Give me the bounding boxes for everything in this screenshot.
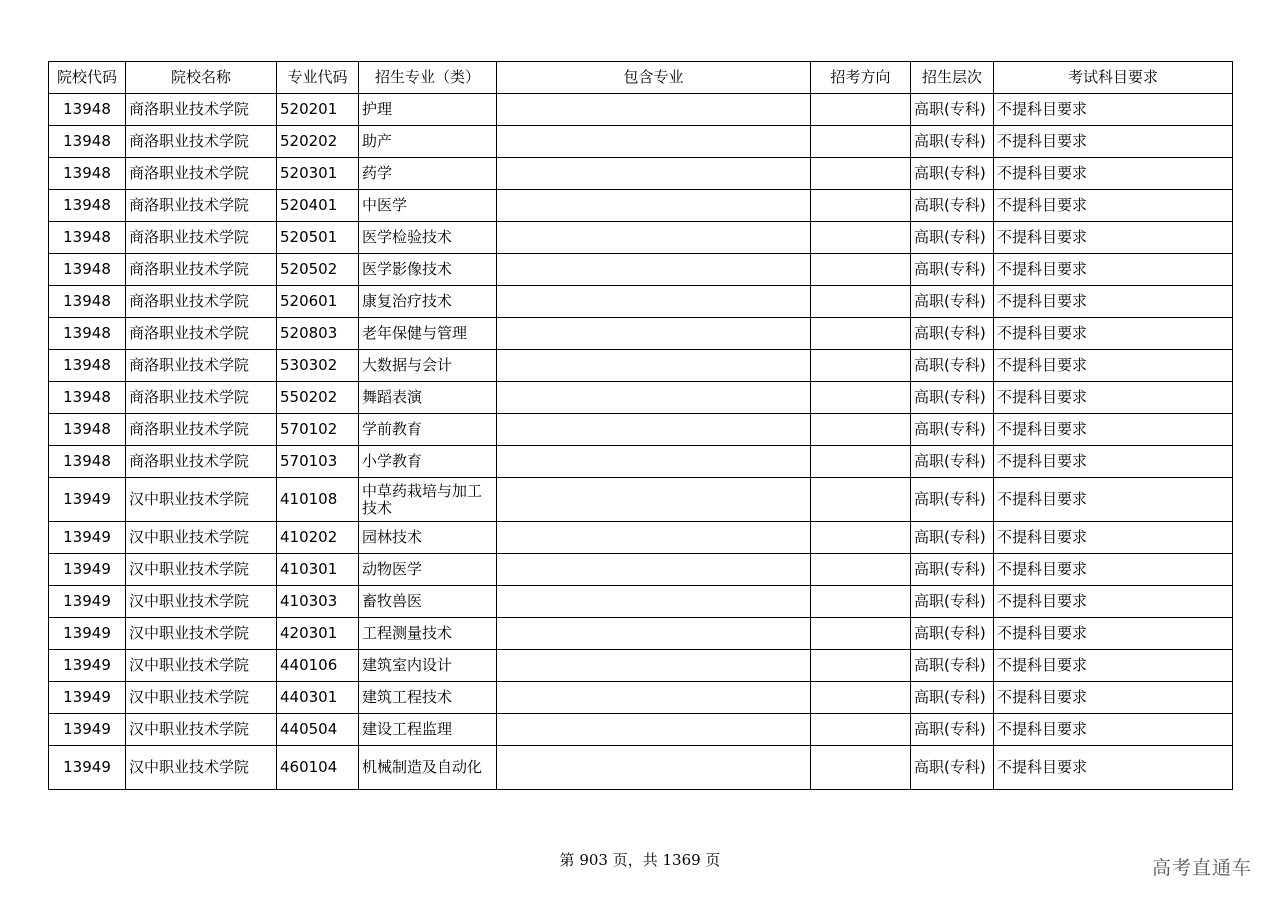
major-code-cell: 440106 [277,650,359,682]
level-cell: 高职(专科) [911,714,994,746]
included-majors-cell [497,446,811,478]
direction-cell [811,158,911,190]
major-name-cell: 助产 [359,126,497,158]
level-cell: 高职(专科) [911,254,994,286]
major-code-cell: 530302 [277,350,359,382]
major-name-cell: 康复治疗技术 [359,286,497,318]
header-row [49,62,1233,94]
major-code-cell: 440301 [277,682,359,714]
school-name-cell: 商洛职业技术学院 [126,94,277,126]
school-code-cell: 13949 [49,746,126,790]
subject-requirement-cell: 不提科目要求 [994,522,1233,554]
header-major: 招生专业（类） [359,62,497,94]
school-name-cell: 汉中职业技术学院 [126,522,277,554]
school-code-cell: 13949 [49,714,126,746]
included-majors-cell [497,746,811,790]
level-cell: 高职(专科) [911,478,994,522]
level-cell: 高职(专科) [911,382,994,414]
major-code-cell: 520501 [277,222,359,254]
direction-cell [811,126,911,158]
subject-requirement-cell: 不提科目要求 [994,318,1233,350]
subject-requirement-cell: 不提科目要求 [994,682,1233,714]
level-cell: 高职(专科) [911,554,994,586]
table-row [49,446,1233,478]
table-row [49,554,1233,586]
level-cell: 高职(专科) [911,318,994,350]
table-row [49,618,1233,650]
direction-cell [811,414,911,446]
direction-cell [811,478,911,522]
major-name-cell: 学前教育 [359,414,497,446]
school-name-cell: 商洛职业技术学院 [126,126,277,158]
school-name-cell: 商洛职业技术学院 [126,190,277,222]
major-code-cell: 520803 [277,318,359,350]
subject-requirement-cell: 不提科目要求 [994,414,1233,446]
watermark: 高考直通车 [1151,857,1252,879]
level-cell: 高职(专科) [911,414,994,446]
header-major-code: 专业代码 [277,62,359,94]
major-name-cell: 机械制造及自动化 [359,746,497,790]
included-majors-cell [497,94,811,126]
included-majors-cell [497,522,811,554]
table-row [49,318,1233,350]
major-name-cell: 中医学 [359,190,497,222]
direction-cell [811,222,911,254]
direction-cell [811,618,911,650]
major-code-cell: 520201 [277,94,359,126]
direction-cell [811,382,911,414]
level-cell: 高职(专科) [911,682,994,714]
direction-cell [811,554,911,586]
school-name-cell: 汉中职业技术学院 [126,714,277,746]
major-code-cell: 570103 [277,446,359,478]
major-code-cell: 520401 [277,190,359,222]
school-code-cell: 13948 [49,350,126,382]
table-row [49,478,1233,522]
major-name-cell: 医学影像技术 [359,254,497,286]
included-majors-cell [497,618,811,650]
major-name-cell: 小学教育 [359,446,497,478]
subject-requirement-cell: 不提科目要求 [994,714,1233,746]
header-direction: 招考方向 [811,62,911,94]
level-cell: 高职(专科) [911,222,994,254]
school-code-cell: 13948 [49,158,126,190]
level-cell: 高职(专科) [911,126,994,158]
included-majors-cell [497,682,811,714]
header-school-name: 院校名称 [126,62,277,94]
major-name-cell: 动物医学 [359,554,497,586]
direction-cell [811,682,911,714]
subject-requirement-cell: 不提科目要求 [994,554,1233,586]
table-row [49,714,1233,746]
level-cell: 高职(专科) [911,446,994,478]
major-code-cell: 520502 [277,254,359,286]
subject-requirement-cell: 不提科目要求 [994,382,1233,414]
school-name-cell: 商洛职业技术学院 [126,350,277,382]
major-code-cell: 520601 [277,286,359,318]
subject-requirement-cell: 不提科目要求 [994,446,1233,478]
subject-requirement-cell: 不提科目要求 [994,222,1233,254]
direction-cell [811,586,911,618]
direction-cell [811,190,911,222]
school-name-cell: 商洛职业技术学院 [126,158,277,190]
header-level: 招生层次 [911,62,994,94]
table-header [49,62,1233,94]
direction-cell [811,350,911,382]
school-name-cell: 商洛职业技术学院 [126,254,277,286]
subject-requirement-cell: 不提科目要求 [994,586,1233,618]
included-majors-cell [497,158,811,190]
school-name-cell: 汉中职业技术学院 [126,554,277,586]
table-row [49,650,1233,682]
major-name-cell: 大数据与会计 [359,350,497,382]
subject-requirement-cell: 不提科目要求 [994,254,1233,286]
school-name-cell: 汉中职业技术学院 [126,746,277,790]
school-code-cell: 13949 [49,586,126,618]
level-cell: 高职(专科) [911,618,994,650]
school-code-cell: 13949 [49,618,126,650]
included-majors-cell [497,382,811,414]
included-majors-cell [497,318,811,350]
subject-requirement-cell: 不提科目要求 [994,650,1233,682]
direction-cell [811,746,911,790]
school-name-cell: 汉中职业技术学院 [126,618,277,650]
table-row [49,158,1233,190]
subject-requirement-cell: 不提科目要求 [994,126,1233,158]
school-name-cell: 商洛职业技术学院 [126,446,277,478]
table-row [49,126,1233,158]
school-name-cell: 汉中职业技术学院 [126,478,277,522]
included-majors-cell [497,190,811,222]
major-code-cell: 570102 [277,414,359,446]
school-code-cell: 13948 [49,446,126,478]
level-cell: 高职(专科) [911,746,994,790]
major-name-cell: 建筑工程技术 [359,682,497,714]
table-row [49,286,1233,318]
subject-requirement-cell: 不提科目要求 [994,94,1233,126]
level-cell: 高职(专科) [911,522,994,554]
direction-cell [811,714,911,746]
major-code-cell: 410202 [277,522,359,554]
school-code-cell: 13949 [49,682,126,714]
school-code-cell: 13948 [49,190,126,222]
direction-cell [811,318,911,350]
level-cell: 高职(专科) [911,286,994,318]
table-row [49,586,1233,618]
included-majors-cell [497,286,811,318]
school-code-cell: 13949 [49,554,126,586]
major-code-cell: 520301 [277,158,359,190]
major-code-cell: 520202 [277,126,359,158]
page-number: 第 903 页，共 1369 页 [559,851,721,869]
direction-cell [811,94,911,126]
major-code-cell: 420301 [277,618,359,650]
school-code-cell: 13948 [49,222,126,254]
direction-cell [811,254,911,286]
level-cell: 高职(专科) [911,94,994,126]
major-name-cell: 老年保健与管理 [359,318,497,350]
major-name-cell: 医学检验技术 [359,222,497,254]
header-subject-requirement: 考试科目要求 [994,62,1233,94]
school-code-cell: 13948 [49,286,126,318]
major-name-cell: 建筑室内设计 [359,650,497,682]
included-majors-cell [497,414,811,446]
level-cell: 高职(专科) [911,650,994,682]
major-name-cell: 畜牧兽医 [359,586,497,618]
school-code-cell: 13948 [49,414,126,446]
school-code-cell: 13948 [49,382,126,414]
subject-requirement-cell: 不提科目要求 [994,286,1233,318]
table-row [49,190,1233,222]
table-row [49,522,1233,554]
subject-requirement-cell: 不提科目要求 [994,158,1233,190]
included-majors-cell [497,254,811,286]
table-row [49,746,1233,790]
school-name-cell: 商洛职业技术学院 [126,222,277,254]
school-name-cell: 汉中职业技术学院 [126,650,277,682]
level-cell: 高职(专科) [911,586,994,618]
subject-requirement-cell: 不提科目要求 [994,618,1233,650]
school-code-cell: 13948 [49,254,126,286]
included-majors-cell [497,714,811,746]
direction-cell [811,286,911,318]
major-name-cell: 护理 [359,94,497,126]
major-code-cell: 410301 [277,554,359,586]
included-majors-cell [497,586,811,618]
level-cell: 高职(专科) [911,158,994,190]
table-row [49,414,1233,446]
level-cell: 高职(专科) [911,190,994,222]
major-name-cell: 舞蹈表演 [359,382,497,414]
included-majors-cell [497,222,811,254]
table-row [49,94,1233,126]
header-school-code: 院校代码 [49,62,126,94]
school-name-cell: 商洛职业技术学院 [126,286,277,318]
major-code-cell: 550202 [277,382,359,414]
school-code-cell: 13948 [49,94,126,126]
school-name-cell: 商洛职业技术学院 [126,414,277,446]
header-included-majors: 包含专业 [497,62,811,94]
school-code-cell: 13948 [49,126,126,158]
table-row [49,254,1233,286]
included-majors-cell [497,350,811,382]
school-code-cell: 13949 [49,478,126,522]
school-code-cell: 13948 [49,318,126,350]
major-name-cell: 建设工程监理 [359,714,497,746]
table-row [49,222,1233,254]
school-name-cell: 汉中职业技术学院 [126,682,277,714]
major-name-cell: 工程测量技术 [359,618,497,650]
school-name-cell: 商洛职业技术学院 [126,318,277,350]
major-name-cell: 药学 [359,158,497,190]
direction-cell [811,650,911,682]
admissions-table [48,61,1233,790]
subject-requirement-cell: 不提科目要求 [994,478,1233,522]
major-code-cell: 460104 [277,746,359,790]
major-code-cell: 410108 [277,478,359,522]
school-code-cell: 13949 [49,650,126,682]
included-majors-cell [497,126,811,158]
included-majors-cell [497,650,811,682]
major-code-cell: 440504 [277,714,359,746]
school-name-cell: 商洛职业技术学院 [126,382,277,414]
level-cell: 高职(专科) [911,350,994,382]
included-majors-cell [497,554,811,586]
direction-cell [811,446,911,478]
major-name-cell: 中草药栽培与加工技术 [359,478,497,522]
major-name-cell: 园林技术 [359,522,497,554]
school-code-cell: 13949 [49,522,126,554]
subject-requirement-cell: 不提科目要求 [994,190,1233,222]
subject-requirement-cell: 不提科目要求 [994,746,1233,790]
school-name-cell: 汉中职业技术学院 [126,586,277,618]
table-row [49,350,1233,382]
included-majors-cell [497,478,811,522]
table-row [49,382,1233,414]
table-body [49,94,1233,790]
major-code-cell: 410303 [277,586,359,618]
direction-cell [811,522,911,554]
table-row [49,682,1233,714]
subject-requirement-cell: 不提科目要求 [994,350,1233,382]
